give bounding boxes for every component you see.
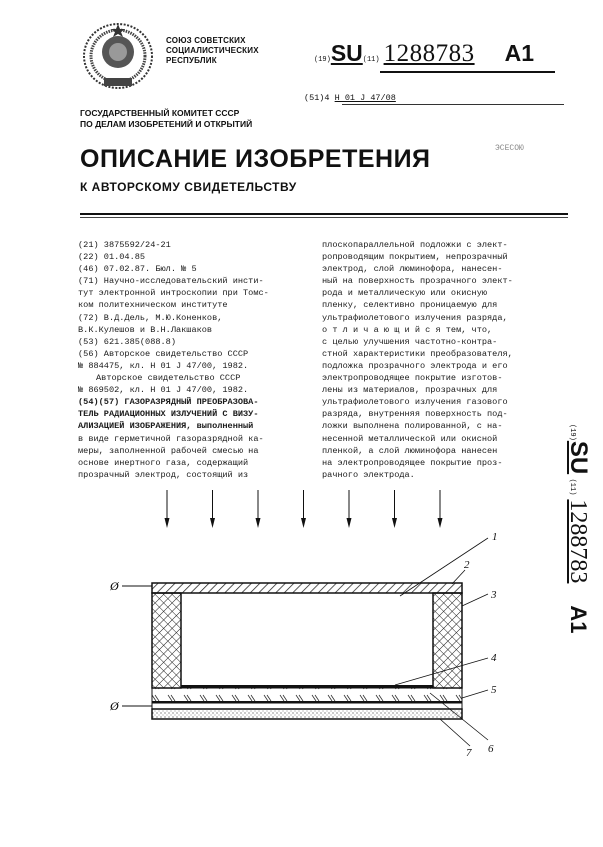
text-line: электрод, слой люминофора, нанесен-: [322, 264, 503, 275]
radiation-arrow: [256, 490, 261, 528]
text-line: (22) 01.04.85: [78, 252, 146, 263]
document-title: ОПИСАНИЕ ИЗОБРЕТЕНИЯ: [80, 145, 431, 173]
dotted-layer: [152, 709, 462, 719]
text-line: с целью улучшения частотно-контра-: [322, 336, 498, 347]
text-line: подложка прозрачного электрода и его: [322, 360, 508, 371]
text-line: ТЕЛЬ РАДИАЦИОННЫХ ИЗЛУЧЕНИЙ С ВИЗУ-: [78, 409, 259, 420]
number-label: (11): [362, 56, 380, 64]
text-line: № 869502, кл. H 01 J 47/00, 1982.: [78, 385, 249, 396]
org-line: СОЦИАЛИСТИЧЕСКИХ: [166, 46, 259, 55]
text-line: АЛИЗАЦИЕЙ ИЗОБРАЖЕНИЯ, выполненный: [78, 421, 254, 432]
text-line: на электропроводящее покрытие проз-: [322, 457, 503, 468]
divider: [380, 71, 555, 73]
number-label: (11): [568, 478, 576, 496]
kind-code: A1: [566, 605, 591, 634]
committee-name: [80, 108, 252, 129]
left-wall: [152, 593, 181, 688]
patent-number: 1288783: [565, 499, 591, 584]
text-line: ропроводящим покрытием, непрозрачный: [322, 252, 508, 263]
ipc-classification: [304, 93, 396, 103]
text-line: плоскопараллельной подложки с элект-: [322, 240, 508, 250]
text-line: (72) В.Д.Дель, М.Ю.Коненков,: [78, 312, 223, 323]
label-5: 5: [491, 684, 497, 696]
text-line: разряда, внутренняя поверхность под-: [322, 409, 508, 420]
text-line: ультрафиолетового излучения газового: [322, 397, 508, 408]
org-line: СОЮЗ СОВЕТСКИХ: [166, 36, 246, 45]
publication-number: [314, 40, 534, 68]
text-line: несенной металлической или окисной: [322, 433, 498, 444]
text-line: ком политехническом институте: [78, 300, 228, 311]
text-line: ложки выполнена полированной, с на-: [322, 421, 503, 432]
library-stamp: ЭСЕСОЮ: [495, 144, 524, 153]
text-line: электропроводящее покрытие изготов-: [322, 373, 503, 384]
vertical-publication-number: [540, 424, 600, 654]
committee-line: ГОСУДАРСТВЕННЫЙ КОМИТЕТ СССР: [80, 108, 240, 118]
substrate-layer: [152, 688, 462, 702]
bibliographic-column: [78, 239, 318, 481]
text-line: пленкой, а слой люминофора нанесен: [322, 445, 498, 456]
document-subtitle: К АВТОРСКОМУ СВИДЕТЕЛЬСТВУ: [80, 180, 297, 194]
text-line: (56) Авторское свидетельство СССР: [78, 348, 249, 359]
text-line: ультрафиолетового излучения разряда,: [322, 312, 508, 323]
text-line: (54)(57) ГАЗОРАЗРЯДНЫЙ ПРЕОБРАЗОВА-: [78, 397, 259, 408]
radiation-arrow: [347, 490, 352, 528]
kind-code: A1: [504, 40, 534, 66]
divider: [342, 104, 564, 105]
conductive-layer: [152, 703, 462, 709]
claims-column: [322, 239, 562, 481]
label-2: 2: [464, 559, 470, 571]
device-cross-section-figure: [100, 488, 520, 759]
radiation-arrows: [165, 490, 443, 528]
text-line: рода и металлическую или окисную: [322, 288, 488, 299]
radiation-arrow: [392, 490, 397, 528]
text-line: основе инертного газа, содержащий: [78, 457, 249, 468]
terminal-top: Ø: [110, 579, 119, 593]
text-line: рачного электрода.: [322, 469, 415, 480]
label-7: 7: [466, 747, 472, 759]
text-line: прозрачный электрод, состоящий из: [78, 469, 249, 480]
text-line: в виде герметичной газоразрядной ка-: [78, 433, 264, 444]
radiation-arrow: [165, 490, 170, 528]
text-line: В.К.Кулешов и В.Н.Лакшаков: [78, 324, 213, 335]
ipc-code: H 01 J 47/08: [334, 93, 396, 103]
top-electrode-layer: [152, 583, 462, 593]
text-line: ный на поверхность прозрачного элект-: [322, 276, 513, 287]
text-line: тут электронной интроскопии при Томс-: [78, 288, 269, 299]
text-line: Авторское свидетельство СССР: [96, 373, 241, 384]
committee-line: ПО ДЕЛАМ ИЗОБРЕТЕНИЙ И ОТКРЫТИЙ: [80, 118, 253, 129]
radiation-arrow: [210, 490, 215, 528]
country-code: SU: [565, 440, 592, 475]
country-code: SU: [330, 40, 363, 66]
divider: [80, 217, 568, 218]
text-line: о т л и ч а ю щ и й с я тем, что,: [322, 324, 493, 335]
text-line: лены из материалов, прозрачных для: [322, 385, 498, 396]
text-line: стной характеристики преобразователя,: [322, 348, 513, 359]
text-line: (71) Научно-исследовательский инсти-: [78, 276, 264, 287]
terminal-bottom: Ø: [110, 699, 119, 713]
ussr-emblem-icon: [80, 20, 156, 92]
label-3: 3: [491, 589, 497, 601]
radiation-arrow: [438, 490, 443, 528]
label-6: 6: [488, 743, 494, 755]
label-1: 1: [492, 531, 498, 543]
text-line: (46) 07.02.87. Бюл. № 5: [78, 264, 197, 275]
label-4: 4: [491, 652, 497, 664]
right-wall: [433, 593, 462, 688]
radiation-arrow: [301, 490, 306, 528]
text-line: № 884475, кл. H 01 J 47/00, 1982.: [78, 360, 249, 371]
text-line: (21) 3875592/24-21: [78, 240, 171, 250]
text-line: меры, заполненной рабочей смесью на: [78, 445, 259, 456]
patent-number: 1288783: [383, 40, 475, 67]
ipc-label: (51)4: [304, 93, 330, 103]
text-line: (53) 621.385(088.8): [78, 336, 176, 347]
country-code-label: (19): [314, 56, 331, 64]
text-line: пленку, селективно проницаемую для: [322, 300, 498, 311]
divider: [80, 213, 568, 215]
country-code-label: (19): [568, 424, 576, 441]
org-line: РЕСПУБЛИК: [166, 56, 217, 65]
organization-name: [166, 36, 259, 66]
